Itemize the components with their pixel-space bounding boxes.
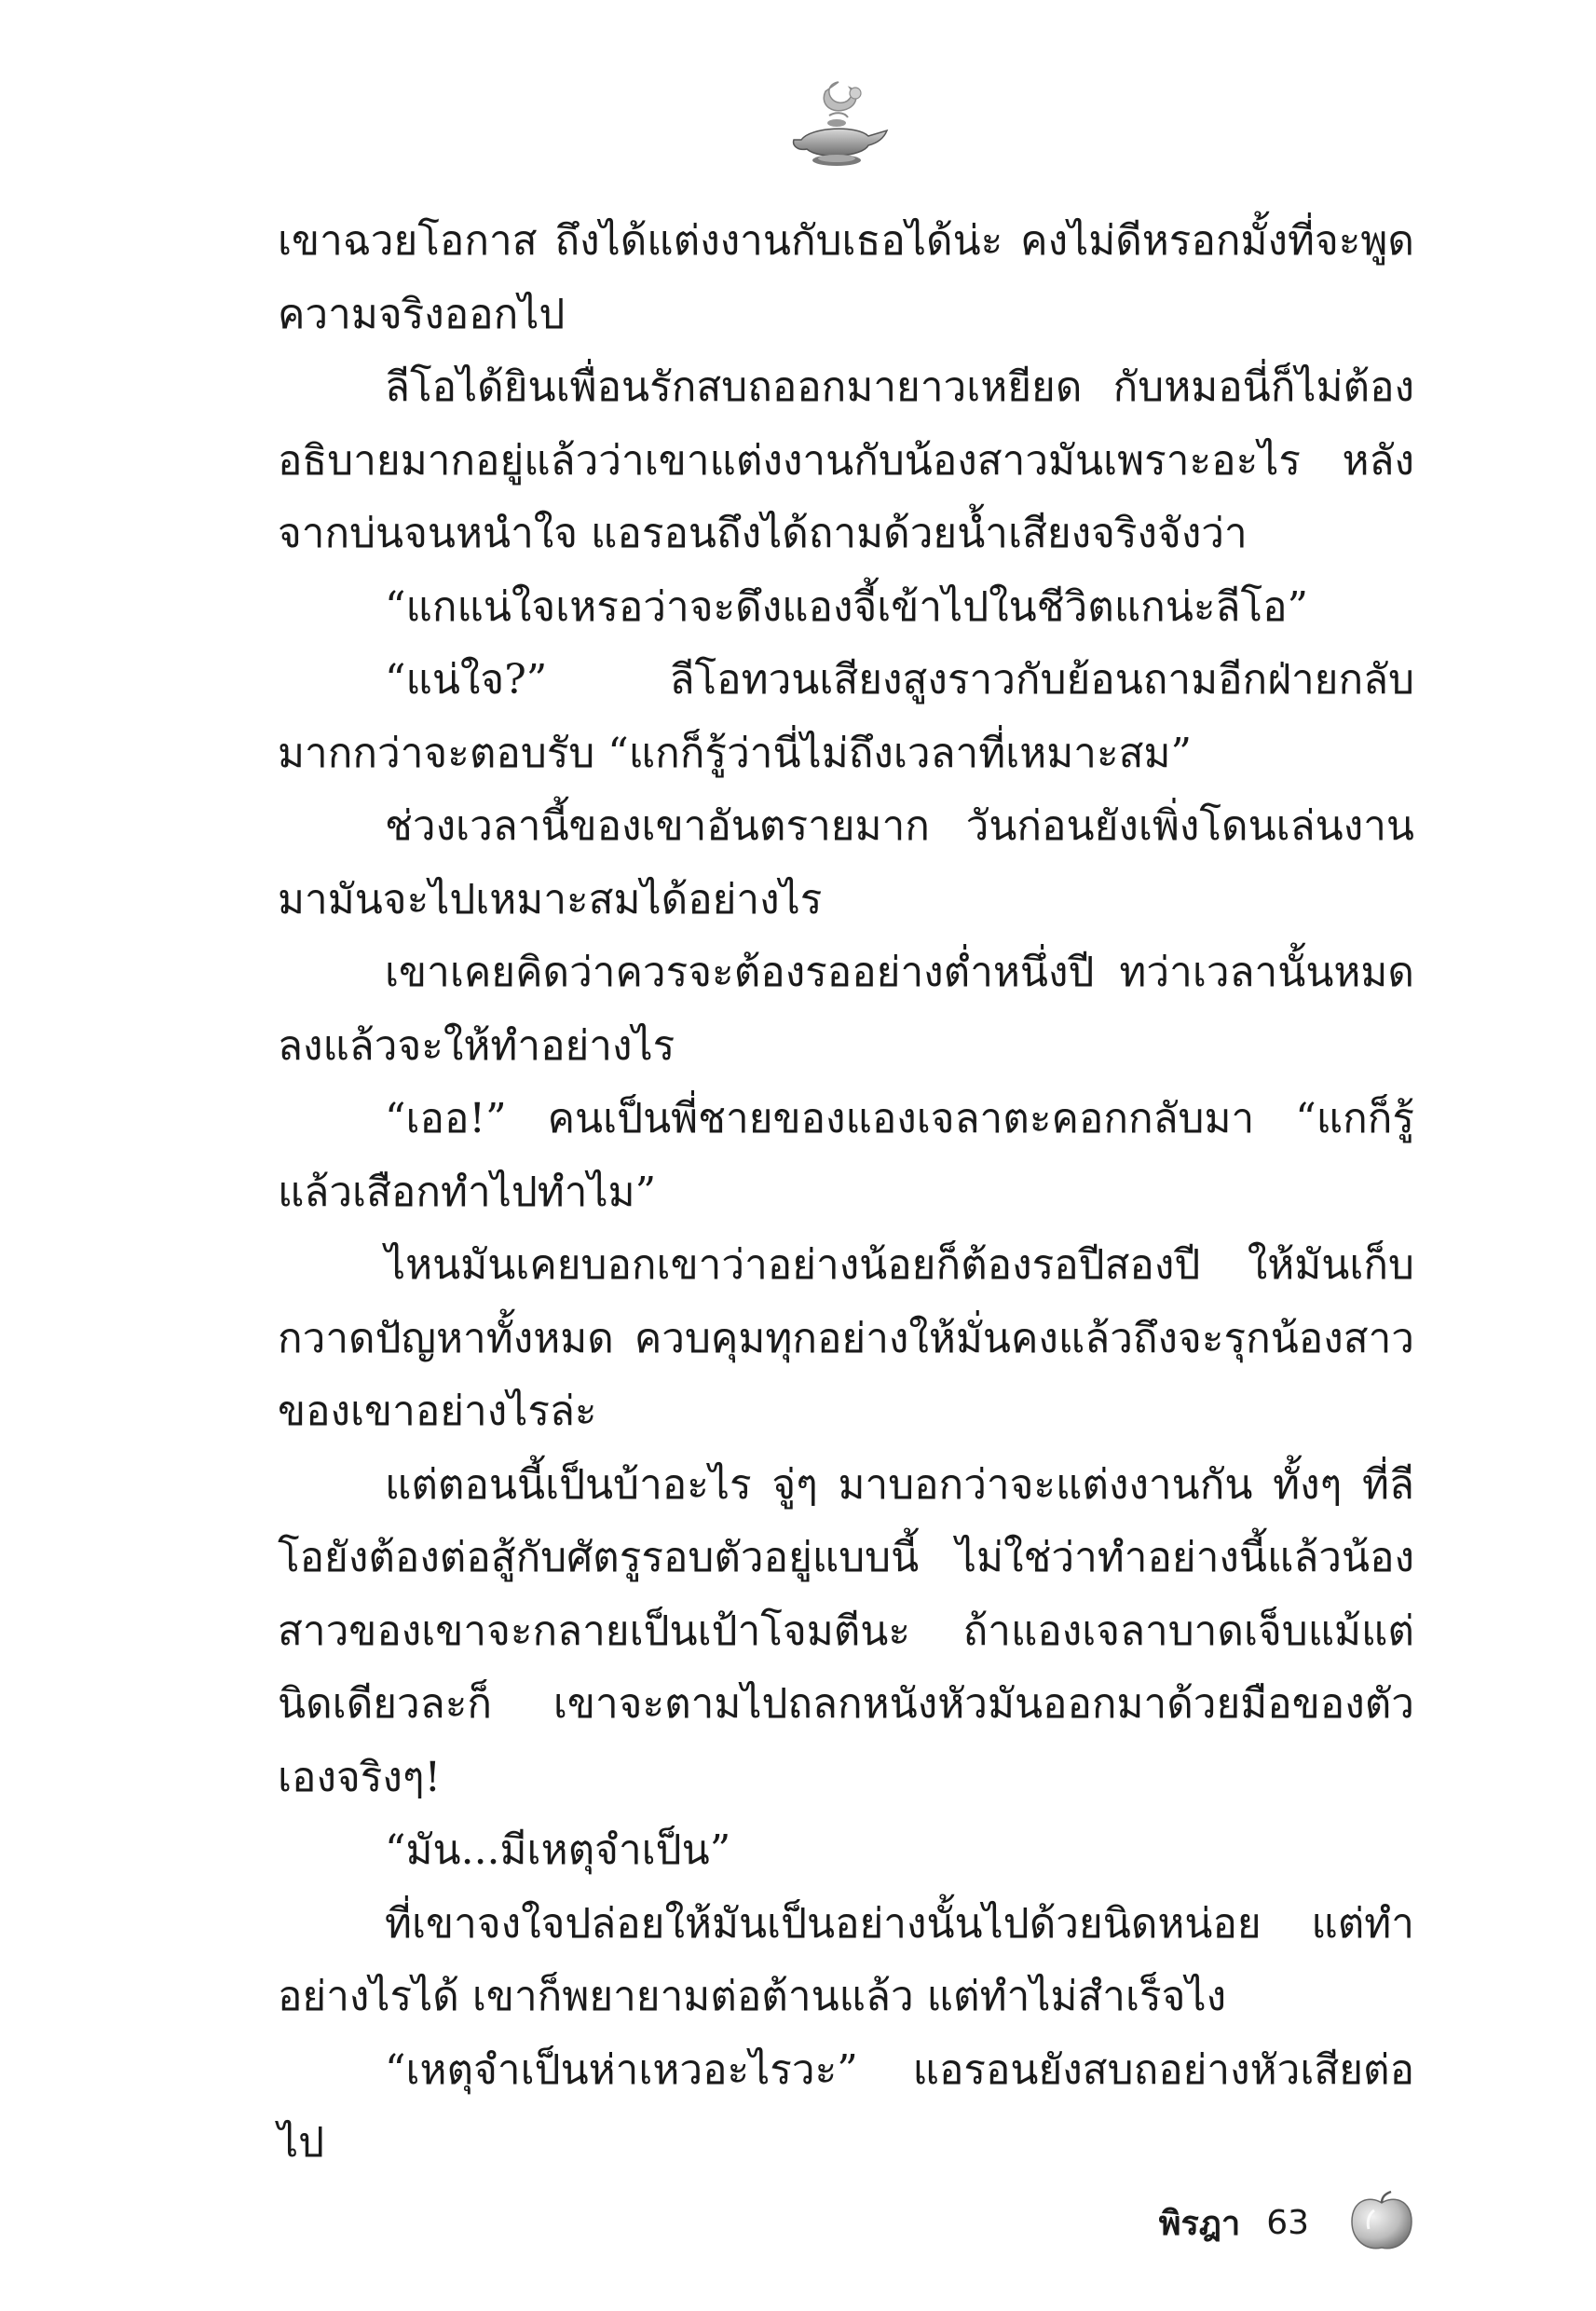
page-footer [1159, 2190, 1419, 2255]
apple-icon [1344, 2190, 1419, 2255]
paragraph: “เออ!” คนเป็นพี่ชายของแองเจลาตะคอกกลับมา “แกก็รู้แล้วเสือกทำไปทำไม” [278, 1095, 1414, 1216]
paragraph: “เหตุจำเป็นห่าเหวอะไรวะ” แอรอนยังสบถอย่างหัวเสียต่อไป [278, 2045, 1414, 2167]
paragraph: เขาฉวยโอกาส ถึงได้แต่งงานกับเธอได้น่ะ คงไม่ดีหรอกมั้งที่จะพูดความจริงออกไป [278, 217, 1414, 338]
paragraph: แต่ตอนนี้เป็นบ้าอะไร จู่ๆ มาบอกว่าจะแต่งงานกัน ทั้งๆ ที่ลีโอยังต้องต่อสู้กับศัตรูรอบตัวอยู่แบบนี้ ไม่ใช่ว่าทำอย่างนี้แล้วน้องสาวของเขาจะกลายเป็นเป้าโจมตีนะ ถ้าแองเจลาบาดเจ็บแม้แต่นิดเดียวละก็ เขาจะตามไปถลกหนังหัวมันออกมาด้วยมือของตัวเองจริงๆ! [278, 1460, 1414, 1801]
body-text [278, 205, 1414, 2181]
paragraph: “มัน...มีเหตุจำเป็น” [385, 1826, 731, 1874]
paragraph: ลีโอได้ยินเพื่อนรักสบถออกมายาวเหยียด กับหมอนี่ก็ไม่ต้องอธิบายมากอยู่แล้วว่าเขาแต่งงานกับน้องสาวมันเพราะอะไร หลังจากบ่นจนหนำใจ แอรอนถึงได้ถามด้วยน้ำเสียงจริงจังว่า [278, 363, 1414, 557]
paragraph: เขาเคยคิดว่าควรจะต้องรออย่างต่ำหนึ่งปี ทว่าเวลานั้นหมดลงแล้วจะให้ทำอย่างไร [278, 949, 1414, 1070]
author-name: พิรฎา [1158, 2204, 1241, 2243]
paragraph: ไหนมันเคยบอกเขาว่าอย่างน้อยก็ต้องรอปีสองปี ให้มันเก็บกวาดปัญหาทั้งหมด ควบคุมทุกอย่างให้มั่นคงแล้วถึงจะรุกน้องสาวของเขาอย่างไรล่ะ [278, 1241, 1414, 1435]
paragraph: ช่วงเวลานี้ของเขาอันตรายมาก วันก่อนยังเพิ่งโดนเล่นงานมามันจะไปเหมาะสมได้อย่างไร [278, 802, 1414, 923]
paragraph: ที่เขาจงใจปล่อยให้มันเป็นอย่างนั้นไปด้วยนิดหน่อย แต่ทำอย่างไรได้ เขาก็พยายามต่อต้านแล้ว แต่ทำไม่สำเร็จไง [278, 1899, 1414, 2020]
page-number: 63 [1266, 2203, 1309, 2242]
paragraph: “แน่ใจ?” ลีโอทวนเสียงสูงราวกับย้อนถามอีกฝ่ายกลับมากกว่าจะตอบรับ “แกก็รู้ว่านี่ไม่ถึงเวลาที่เหมาะสม” [278, 656, 1414, 777]
genie-lamp-icon [783, 75, 894, 177]
paragraph: “แกแน่ใจเหรอว่าจะดึงแองจี้เข้าไปในชีวิตแกน่ะลีโอ” [385, 582, 1309, 631]
